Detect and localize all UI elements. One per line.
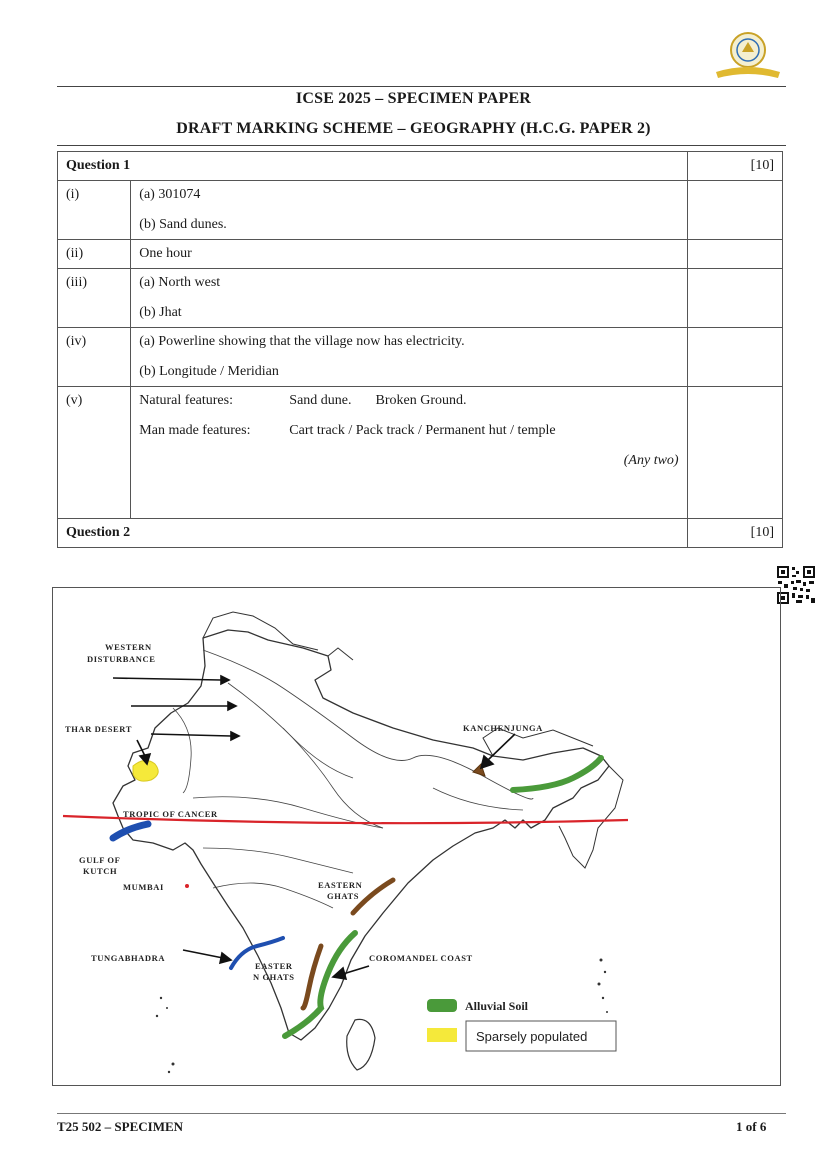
answer-line: One hour — [139, 246, 192, 261]
answer-number: (iv) — [58, 328, 131, 387]
qr-code-icon — [776, 565, 816, 605]
answer-row — [58, 181, 783, 240]
map-label-coromandel-coast: COROMANDEL COAST — [369, 953, 473, 963]
map-label-eastern-ghats: GHATS — [327, 891, 360, 901]
sri-lanka-outline — [347, 1019, 375, 1070]
legend-sparse-label: Sparsely populated — [476, 1029, 588, 1044]
question-2-label: Question 2 — [58, 519, 688, 548]
india-outline-map — [53, 588, 780, 1085]
answer-text — [131, 269, 687, 328]
answer-line: (b) Longitude / Meridian — [139, 364, 279, 379]
answer-line: (a) Powerline showing that the village now has electricity. — [139, 334, 465, 349]
northeast-outline — [483, 728, 623, 868]
manmade-feature-items: Cart track / Pack track / Permanent hut / temple — [289, 423, 556, 438]
river-line — [213, 883, 333, 908]
marks-cell — [687, 328, 782, 387]
manmade-features-line — [139, 423, 678, 439]
map-legend — [427, 999, 616, 1051]
andaman-islands-icon — [598, 959, 609, 1014]
map-label-eastern-ghats: EASTERN — [318, 880, 363, 890]
answer-line: (a) 301074 — [139, 187, 201, 202]
map-label-gulf-of-kutch: GULF OF — [79, 855, 121, 865]
india-map-panel — [52, 587, 781, 1086]
answer-row — [58, 269, 783, 328]
river-line — [203, 848, 353, 873]
map-label-western-ghats: EASTER — [255, 961, 293, 971]
map-label-western-disturbance: WESTERN — [105, 642, 152, 652]
marks-cell — [687, 387, 782, 519]
answer-text — [131, 328, 687, 387]
answer-line: (b) Sand dunes. — [139, 217, 227, 232]
map-label-thar-desert: THAR DESERT — [65, 724, 132, 734]
answer-text — [131, 240, 687, 269]
title-rule — [57, 145, 786, 146]
answer-row — [58, 240, 783, 269]
header-rule — [57, 86, 786, 87]
footer-page-number: 1 of 6 — [736, 1119, 767, 1134]
map-label-tropic-of-cancer: TROPIC OF CANCER — [123, 809, 218, 819]
question-1-label: Question 1 — [58, 152, 688, 181]
council-logo-icon — [712, 28, 784, 82]
map-label-mumbai: MUMBAI — [123, 882, 164, 892]
lakshadweep-islands-icon — [156, 997, 175, 1073]
natural-feature-item: Sand dune. — [289, 393, 352, 408]
marks-cell — [687, 181, 782, 240]
natural-features-line — [139, 393, 678, 409]
question-1-header-row — [58, 152, 783, 181]
answer-number: (v) — [58, 387, 131, 519]
map-label-tungabhadra: TUNGABHADRA — [91, 953, 166, 963]
river-line — [173, 708, 191, 793]
footer-code: T25 502 – SPECIMEN — [57, 1119, 184, 1134]
legend-alluvial-label: Alluvial Soil — [465, 999, 529, 1013]
mumbai-dot-icon — [185, 884, 189, 888]
paper-title: ICSE 2025 – SPECIMEN PAPER — [295, 90, 532, 107]
natural-feature-item: Broken Ground. — [375, 393, 467, 408]
any-two-note: (Any two) — [623, 453, 679, 468]
map-label-kanchenjunga: KANCHENJUNGA — [463, 723, 543, 733]
answer-text — [131, 387, 687, 519]
manmade-features-label: Man made features: — [139, 423, 251, 438]
answer-number: (i) — [58, 181, 131, 240]
india-outline — [113, 630, 609, 1040]
natural-features-label: Natural features: — [139, 393, 233, 408]
map-label-western-ghats: N GHATS — [253, 972, 295, 982]
answer-line: (a) North west — [139, 275, 221, 290]
river-line — [433, 788, 523, 810]
answer-row — [58, 328, 783, 387]
river-line — [228, 683, 353, 778]
legend-alluvial-swatch — [427, 999, 457, 1012]
marks-cell — [687, 269, 782, 328]
question-1-marks: [10] — [687, 152, 782, 181]
question-2-marks: [10] — [687, 519, 782, 548]
northern-boundary — [203, 612, 353, 660]
paper-subtitle: DRAFT MARKING SCHEME – GEOGRAPHY (H.C.G. PAPER 2) — [176, 120, 651, 137]
map-label-western-disturbance: DISTURBANCE — [87, 654, 156, 664]
answer-number: (ii) — [58, 240, 131, 269]
marks-cell — [687, 240, 782, 269]
question-2-header-row — [58, 519, 783, 548]
arrows — [113, 676, 515, 979]
answer-line: (b) Jhat — [139, 305, 182, 320]
answer-number: (iii) — [58, 269, 131, 328]
marking-scheme-table — [57, 151, 783, 548]
answer-row — [58, 387, 783, 519]
footer-rule — [57, 1113, 786, 1114]
legend-sparse-swatch — [427, 1028, 457, 1042]
gulf-of-kutch-blue-mark — [113, 824, 148, 838]
answer-text — [131, 181, 687, 240]
map-label-gulf-of-kutch: KUTCH — [83, 866, 118, 876]
